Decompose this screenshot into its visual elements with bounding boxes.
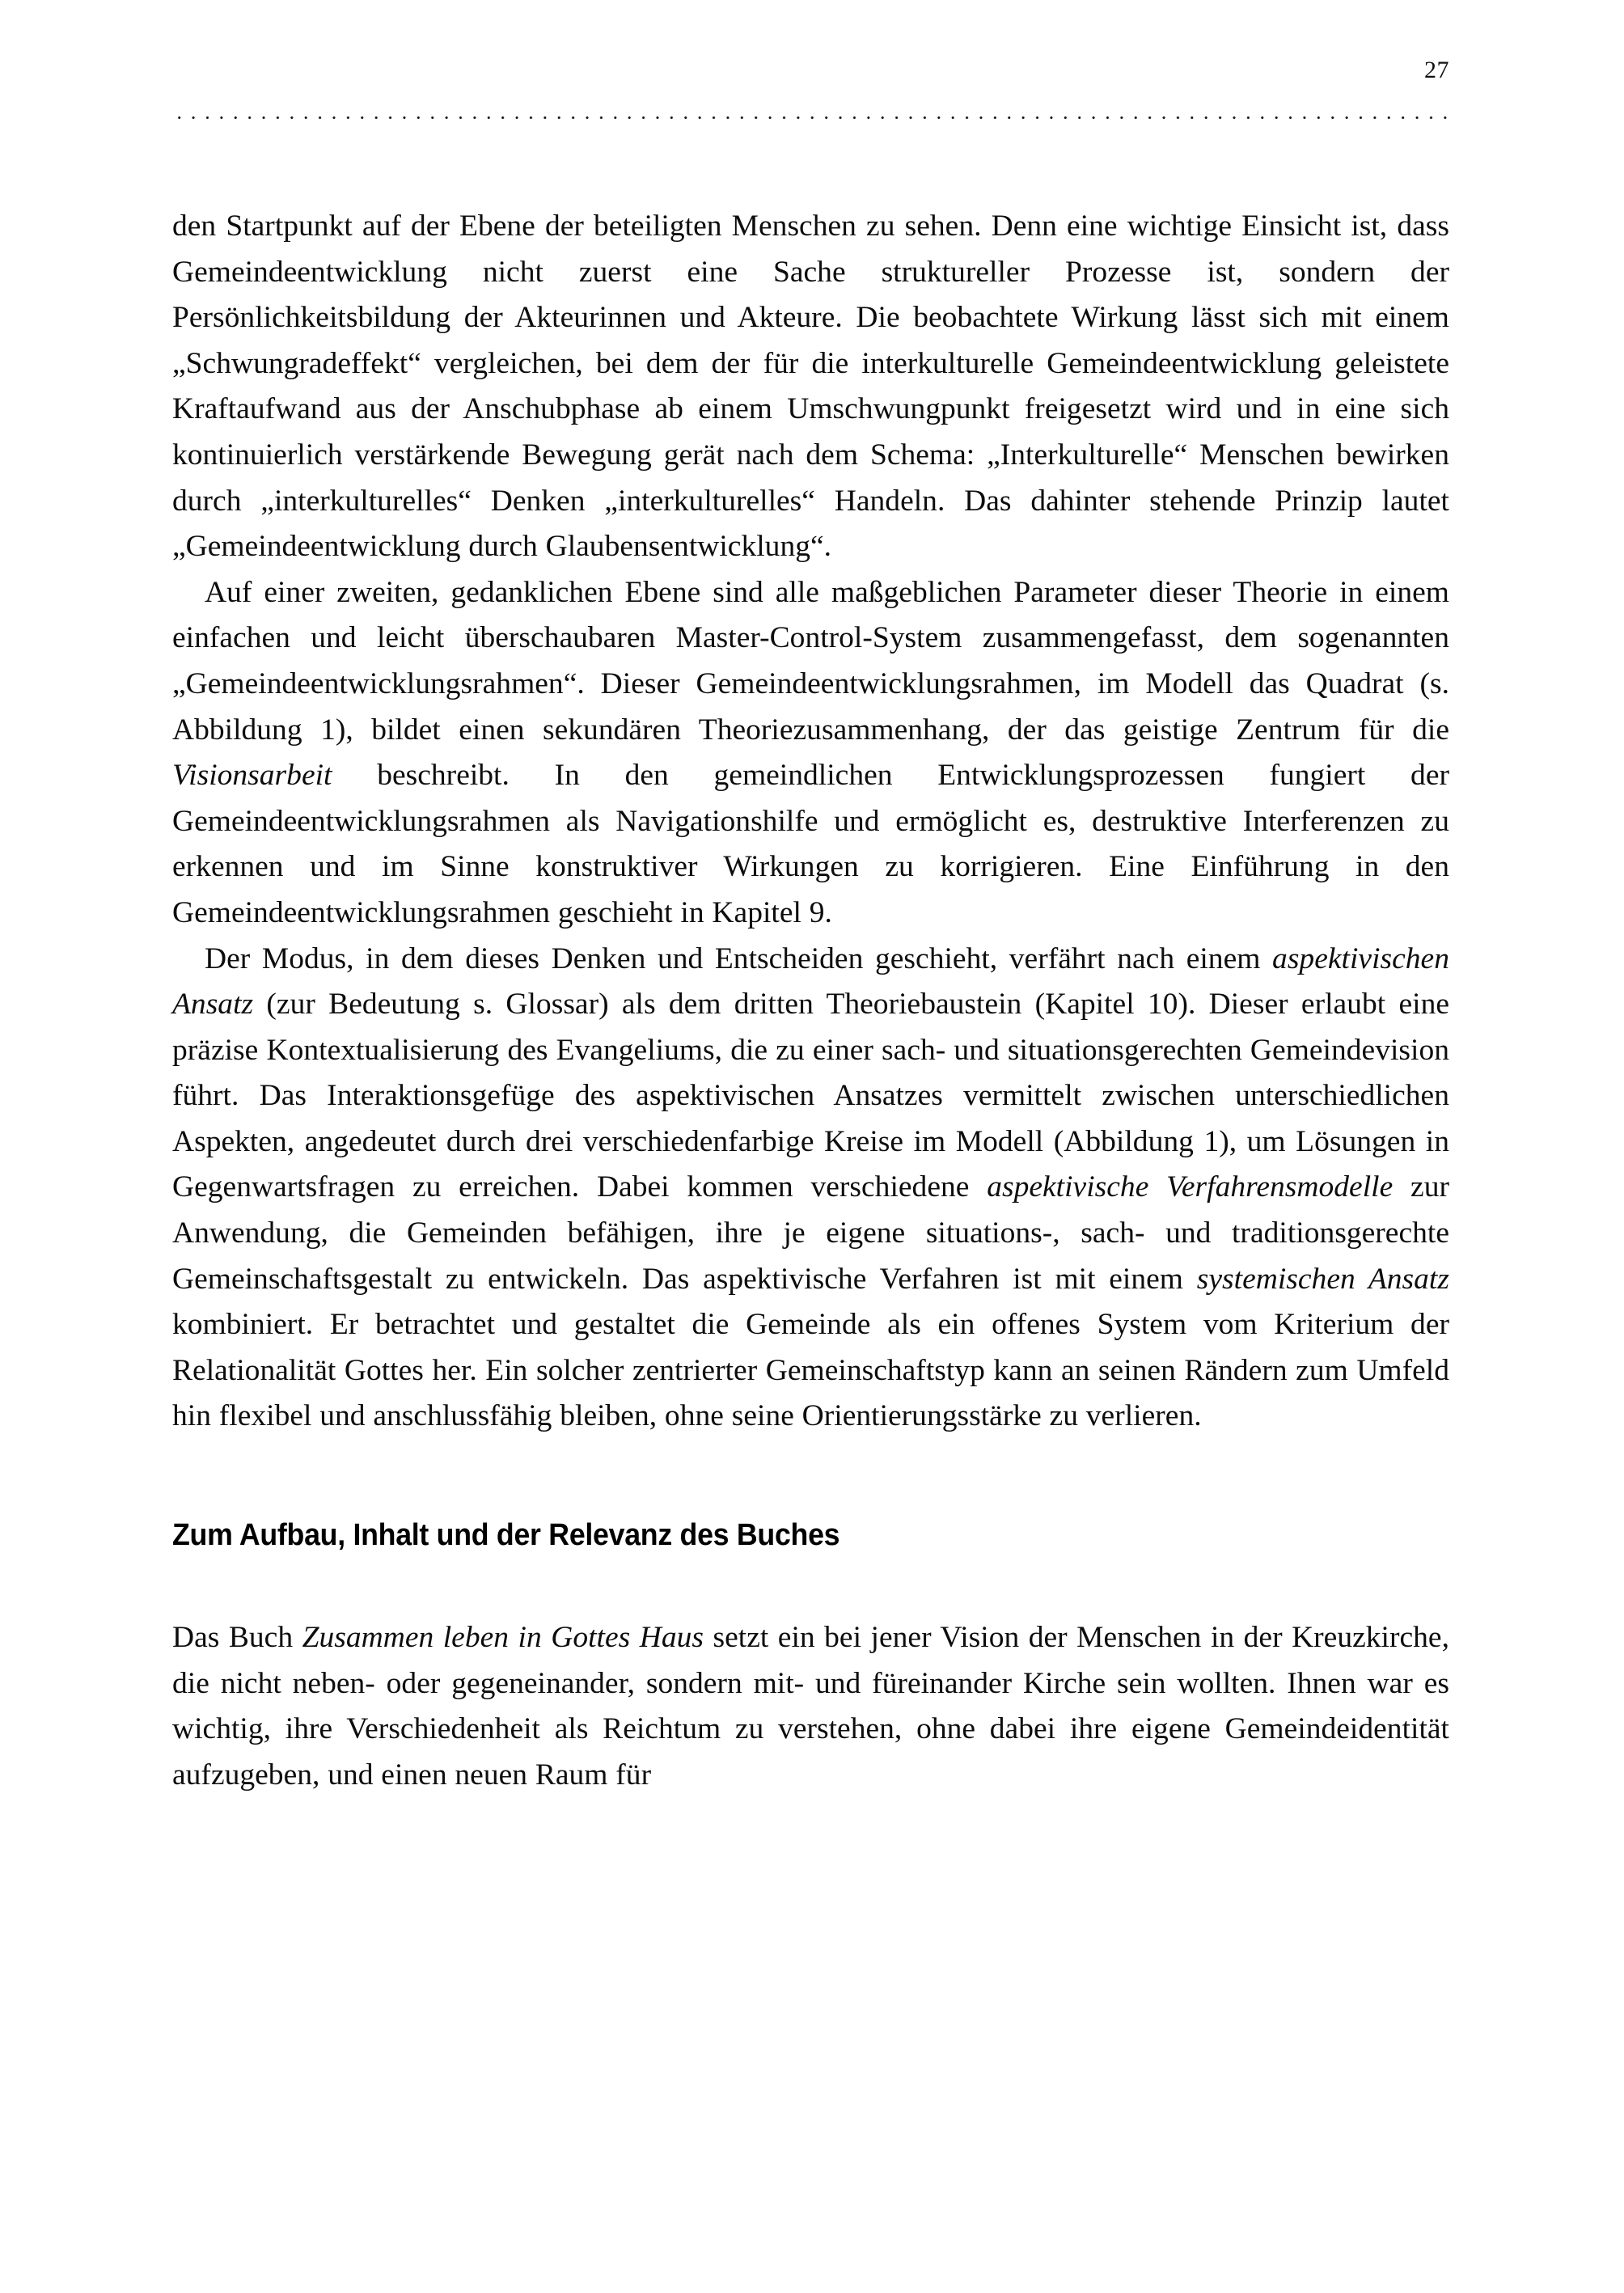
paragraph-2-emphasis-visionsarbeit: Visionsarbeit <box>172 759 332 793</box>
heading-spacer-below <box>172 1554 1449 1615</box>
paragraph-3-text-part-2: (zur Bedeutung s. Glossar) als dem dritten Theoriebaustein (Kapitel 10). Dieser erlaubt eine präzise Kontextualisierung des Evangeliums, die zu einer sach- und situationsgerechten Gemeindevision führt. Das Interaktionsgefüge des aspektivischen Ansatzes vermittelt zwischen unterschiedlichen Aspekten, angedeutet durch drei verschiedenfarbige Kreise im Modell (Abbildung 1), um Lösungen in Gegenwartsfragen zu erreichen. Dabei kommen verschiedene <box>172 988 1449 1204</box>
paragraph-3-text-part-3: zur Anwendung, die Gemeinden befähigen, ihre je eigene situations-, sach- und traditionsgerechte Gemeinschaftsgestalt zu entwickeln. Das aspektivische Verfahren ist mit einem <box>172 1170 1449 1296</box>
paragraph-3 <box>172 937 1449 1441</box>
header-dotted-rule <box>172 116 1449 120</box>
paragraph-3-emphasis-verfahrensmodelle: aspektivische Verfahrensmodelle <box>987 1170 1394 1204</box>
heading-spacer-above <box>172 1440 1449 1517</box>
paragraph-1 <box>172 204 1449 570</box>
paragraph-4-book-title: Zusammen leben in Gottes Haus <box>302 1621 704 1655</box>
section-heading: Zum Aufbau, Inhalt und der Relevanz des Buches <box>172 1518 840 1553</box>
paragraph-3-text-part-1: Der Modus, in dem dieses Denken und Entscheiden geschieht, verfährt nach einem <box>205 941 1273 975</box>
paragraph-4-text-part-2: setzt ein bei jener Vision der Menschen in der Kreuzkirche, die nicht neben- oder gegeneinander, sondern mit- und füreinander Kirche sein wollten. Ihnen war es wichtig, ihre Verschiedenheit als Reichtum zu verstehen, ohne dabei ihre eigene Gemeindeidentität aufzugeben, und einen neuen Raum für <box>172 1621 1449 1792</box>
page-number: 27 <box>1424 57 1449 83</box>
paragraph-1-text: den Startpunkt auf der Ebene der beteiligten Menschen zu sehen. Denn eine wichtige Einsicht ist, dass Gemeindeentwicklung nicht zuerst eine Sache struktureller Prozesse ist, sondern der Persönlichkeitsbildung der Akteurinnen und Akteure. Die beobachtete Wirkung lässt sich mit einem „Schwungradeffekt“ vergleichen, bei dem der für die interkulturelle Gemeindeentwicklung geleistete Kraftaufwand aus der Anschubphase ab einem Umschwungpunkt freigesetzt wird und in eine sich kontinuierlich verstärkende Bewegung gerät nach dem Schema: „Interkulturelle“ Menschen bewirken durch „interkulturelles“ Denken „interkulturelles“ Handeln. Das dahinter stehende Prinzip lautet „Gemeindeentwicklung durch Glaubensentwicklung“. <box>172 209 1449 564</box>
paragraph-3-emphasis-systemischer-ansatz: systemischen Ansatz <box>1196 1262 1449 1296</box>
text-block <box>172 204 1449 1798</box>
paragraph-4 <box>172 1615 1449 1798</box>
paragraph-2-text-part-1: Auf einer zweiten, gedanklichen Ebene sind alle maßgeblichen Parameter dieser Theorie in einem einfachen und leicht überschaubaren Master-Control-System zusammengefasst, dem sogenannten „Gemeindeentwicklungsrahmen“. Dieser Gemeindeentwicklungsrahmen, im Modell das Quadrat (s. Abbildung 1), bildet einen sekundären Theoriezusammenhang, der das geistige Zentrum für die <box>172 575 1449 747</box>
paragraph-2 <box>172 570 1449 937</box>
paragraph-4-text-part-1: Das Buch <box>172 1621 302 1655</box>
paragraph-3-emphasis-aspektivischer-ansatz: aspektivischen Ansatz <box>172 941 1449 1022</box>
paragraph-3-text-part-4: kombiniert. Er betrachtet und gestaltet die Gemeinde als ein offenes System vom Kriterium der Relationalität Gottes her. Ein solcher zentrierter Gemeinschaftstyp kann an seinen Rändern zum Umfeld hin flexibel und anschlussfähig bleiben, ohne seine Orientierungsstärke zu verlieren. <box>172 1308 1449 1433</box>
paragraph-2-text-part-2: beschreibt. In den gemeindlichen Entwicklungsprozessen fungiert der Gemeindeentwicklungsrahmen als Navigationshilfe und ermöglicht es, destruktive Interferenzen zu erkennen und im Sinne konstruktiver Wirkungen zu korrigieren. Eine Einführung in den Gemeindeentwicklungsrahmen geschieht in Kapitel 9. <box>172 759 1449 929</box>
